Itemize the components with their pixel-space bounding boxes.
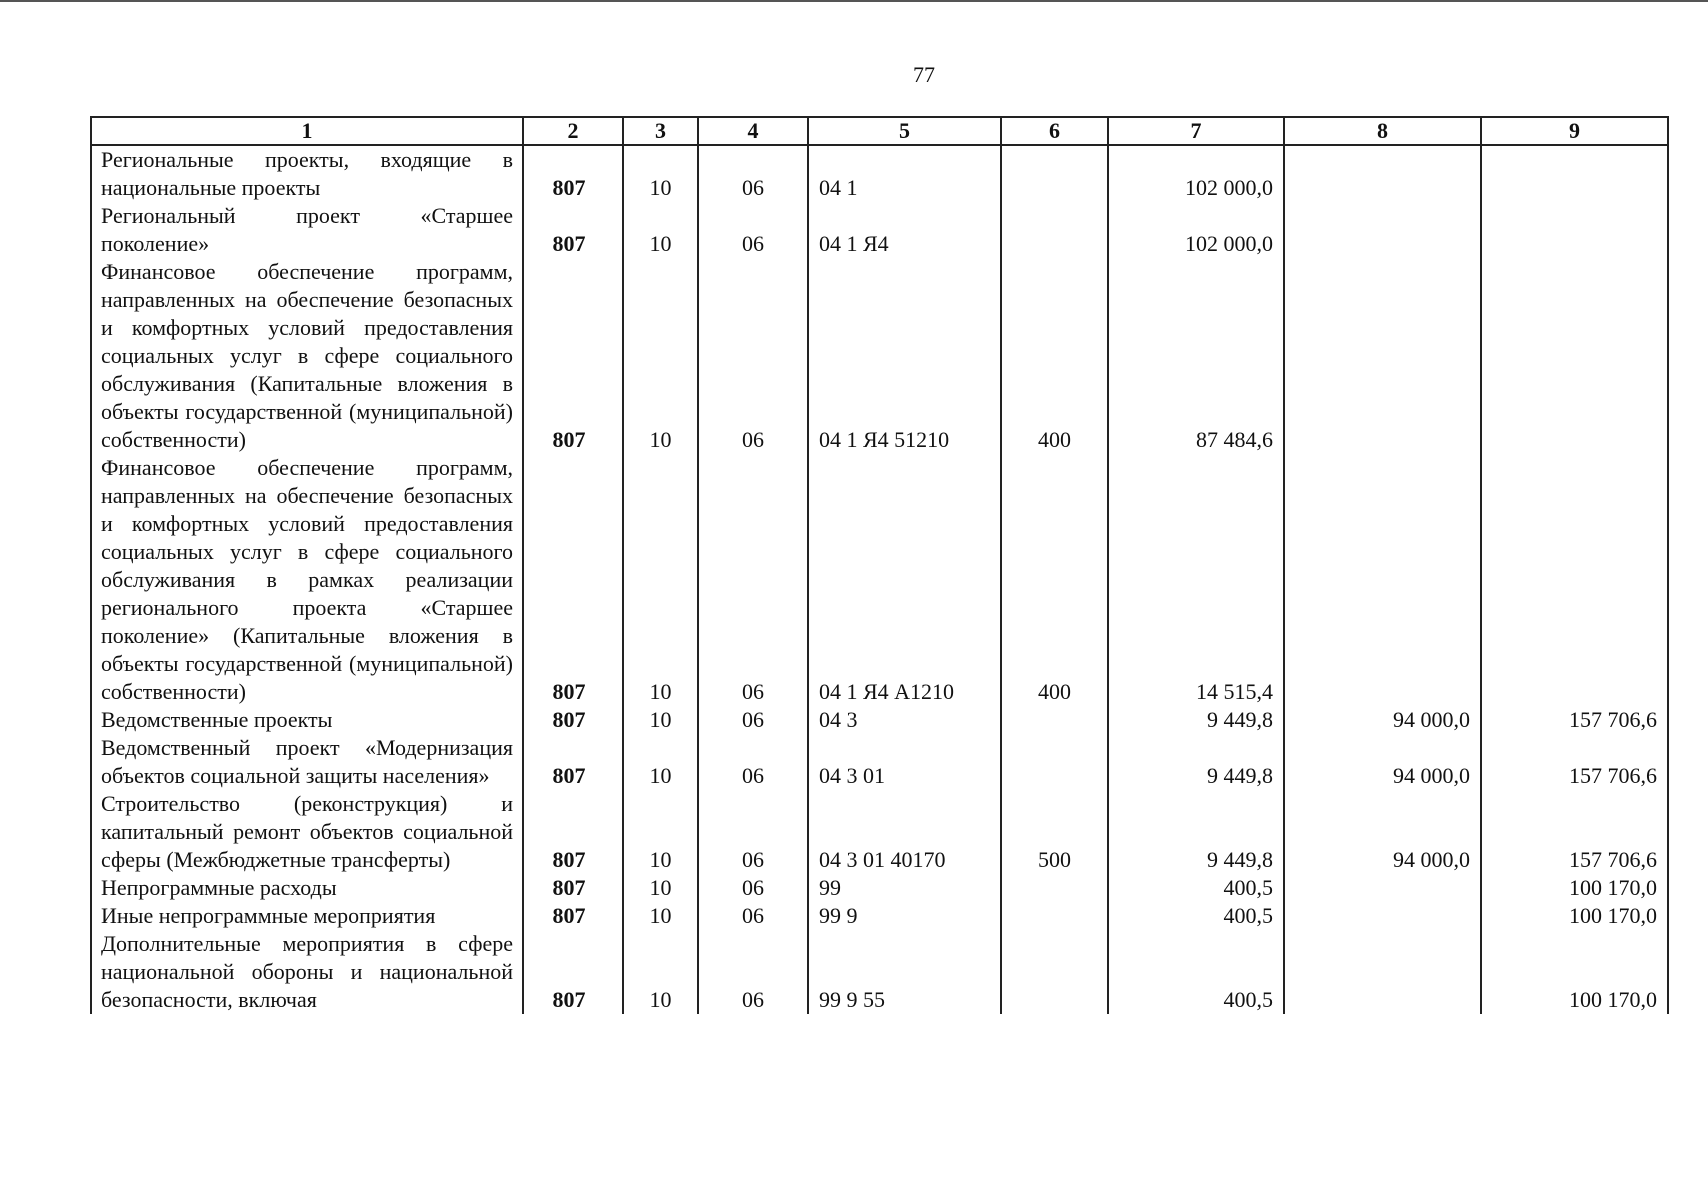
cell-col-3: 10 [623, 202, 698, 258]
cell-col-7: 102 000,0 [1108, 145, 1284, 202]
cell-col-2: 807 [523, 930, 623, 1014]
cell-col-8 [1284, 145, 1481, 202]
cell-col-2: 807 [523, 874, 623, 902]
cell-col-5: 04 1 [808, 145, 1001, 202]
cell-col-3: 10 [623, 930, 698, 1014]
cell-col-8 [1284, 930, 1481, 1014]
cell-col-6: 400 [1001, 454, 1108, 706]
cell-col-4: 06 [698, 902, 808, 930]
cell-col-7: 102 000,0 [1108, 202, 1284, 258]
cell-col-6 [1001, 145, 1108, 202]
cell-col-5: 04 3 01 40170 [808, 790, 1001, 874]
cell-col-4: 06 [698, 734, 808, 790]
cell-col-8: 94 000,0 [1284, 734, 1481, 790]
cell-col-9 [1481, 258, 1668, 454]
cell-col-7: 9 449,8 [1108, 790, 1284, 874]
cell-col-4: 06 [698, 258, 808, 454]
cell-col-6 [1001, 930, 1108, 1014]
cell-col-4: 06 [698, 145, 808, 202]
cell-col-8 [1284, 258, 1481, 454]
cell-col-8 [1284, 202, 1481, 258]
cell-col-6 [1001, 874, 1108, 902]
table-row [91, 706, 1668, 734]
cell-col-3: 10 [623, 874, 698, 902]
cell-col-8: 94 000,0 [1284, 790, 1481, 874]
cell-col-7: 9 449,8 [1108, 734, 1284, 790]
cell-col-2: 807 [523, 734, 623, 790]
cell-col-2: 807 [523, 790, 623, 874]
cell-col-7: 14 515,4 [1108, 454, 1284, 706]
table-row [91, 145, 1668, 202]
cell-col-8 [1284, 874, 1481, 902]
cell-col-6: 500 [1001, 790, 1108, 874]
cell-col-2: 807 [523, 454, 623, 706]
cell-col-9: 157 706,6 [1481, 734, 1668, 790]
cell-col-6 [1001, 902, 1108, 930]
header-col-8: 8 [1284, 117, 1481, 145]
table-row [91, 902, 1668, 930]
cell-col-5: 99 9 55 [808, 930, 1001, 1014]
header-col-3: 3 [623, 117, 698, 145]
cell-col-4: 06 [698, 790, 808, 874]
cell-col-3: 10 [623, 258, 698, 454]
cell-col-2: 807 [523, 258, 623, 454]
header-col-1: 1 [91, 117, 523, 145]
cell-col-7: 400,5 [1108, 902, 1284, 930]
row-description: Региональный проект «Старшее поколение» [91, 202, 523, 258]
cell-col-9: 157 706,6 [1481, 706, 1668, 734]
cell-col-4: 06 [698, 930, 808, 1014]
cell-col-7: 400,5 [1108, 930, 1284, 1014]
cell-col-3: 10 [623, 902, 698, 930]
row-description: Финансовое обеспечение программ, направленных на обеспечение безопасных и комфортных условий предоставления социальных услуг в сфере социального обслуживания в рамках реализации регионального проекта «Старшее поколение» (Капитальные вложения в объекты государственной (муниципальной) собственности) [91, 454, 523, 706]
row-description: Иные непрограммные мероприятия [91, 902, 523, 930]
row-description: Региональные проекты, входящие в национальные проекты [91, 145, 523, 202]
cell-col-4: 06 [698, 706, 808, 734]
row-description: Дополнительные мероприятия в сфере национальной обороны и национальной безопасности, включая [91, 930, 523, 1014]
cell-col-5: 04 3 01 [808, 734, 1001, 790]
cell-col-7: 87 484,6 [1108, 258, 1284, 454]
cell-col-6: 400 [1001, 258, 1108, 454]
cell-col-9: 157 706,6 [1481, 790, 1668, 874]
cell-col-9: 100 170,0 [1481, 874, 1668, 902]
cell-col-5: 04 1 Я4 51210 [808, 258, 1001, 454]
cell-col-3: 10 [623, 454, 698, 706]
cell-col-4: 06 [698, 454, 808, 706]
cell-col-2: 807 [523, 202, 623, 258]
table-body [91, 145, 1668, 1014]
cell-col-2: 807 [523, 706, 623, 734]
table-row [91, 734, 1668, 790]
header-col-2: 2 [523, 117, 623, 145]
cell-col-8: 94 000,0 [1284, 706, 1481, 734]
cell-col-9: 100 170,0 [1481, 902, 1668, 930]
header-col-6: 6 [1001, 117, 1108, 145]
cell-col-9: 100 170,0 [1481, 930, 1668, 1014]
cell-col-3: 10 [623, 145, 698, 202]
cell-col-4: 06 [698, 874, 808, 902]
row-description: Финансовое обеспечение программ, направленных на обеспечение безопасных и комфортных условий предоставления социальных услуг в сфере социального обслуживания (Капитальные вложения в объекты государственной (муниципальной) собственности) [91, 258, 523, 454]
table-row [91, 202, 1668, 258]
cell-col-5: 04 1 Я4 [808, 202, 1001, 258]
cell-col-5: 99 [808, 874, 1001, 902]
table-row [91, 930, 1668, 1014]
header-col-9: 9 [1481, 117, 1668, 145]
row-description: Ведомственный проект «Модернизация объектов социальной защиты населения» [91, 734, 523, 790]
row-description: Ведомственные проекты [91, 706, 523, 734]
cell-col-7: 400,5 [1108, 874, 1284, 902]
cell-col-9 [1481, 145, 1668, 202]
row-description: Непрограммные расходы [91, 874, 523, 902]
cell-col-2: 807 [523, 145, 623, 202]
table-row [91, 790, 1668, 874]
page-number: 77 [913, 62, 935, 87]
header-col-5: 5 [808, 117, 1001, 145]
table-row [91, 874, 1668, 902]
cell-col-3: 10 [623, 790, 698, 874]
cell-col-5: 99 9 [808, 902, 1001, 930]
cell-col-5: 04 3 [808, 706, 1001, 734]
cell-col-5: 04 1 Я4 А1210 [808, 454, 1001, 706]
cell-col-2: 807 [523, 902, 623, 930]
cell-col-6 [1001, 734, 1108, 790]
cell-col-6 [1001, 202, 1108, 258]
cell-col-7: 9 449,8 [1108, 706, 1284, 734]
header-col-7: 7 [1108, 117, 1284, 145]
cell-col-8 [1284, 902, 1481, 930]
header-col-4: 4 [698, 117, 808, 145]
cell-col-4: 06 [698, 202, 808, 258]
header-row [91, 117, 1668, 145]
row-description: Строительство (реконструкция) и капитальный ремонт объектов социальной сферы (Межбюджетные трансферты) [91, 790, 523, 874]
cell-col-3: 10 [623, 734, 698, 790]
table-row [91, 258, 1668, 454]
table-row [91, 454, 1668, 706]
cell-col-6 [1001, 706, 1108, 734]
cell-col-8 [1284, 454, 1481, 706]
top-border-line [0, 0, 1708, 2]
table-header [91, 117, 1668, 145]
budget-table [90, 116, 1669, 1014]
cell-col-9 [1481, 454, 1668, 706]
cell-col-3: 10 [623, 706, 698, 734]
cell-col-9 [1481, 202, 1668, 258]
